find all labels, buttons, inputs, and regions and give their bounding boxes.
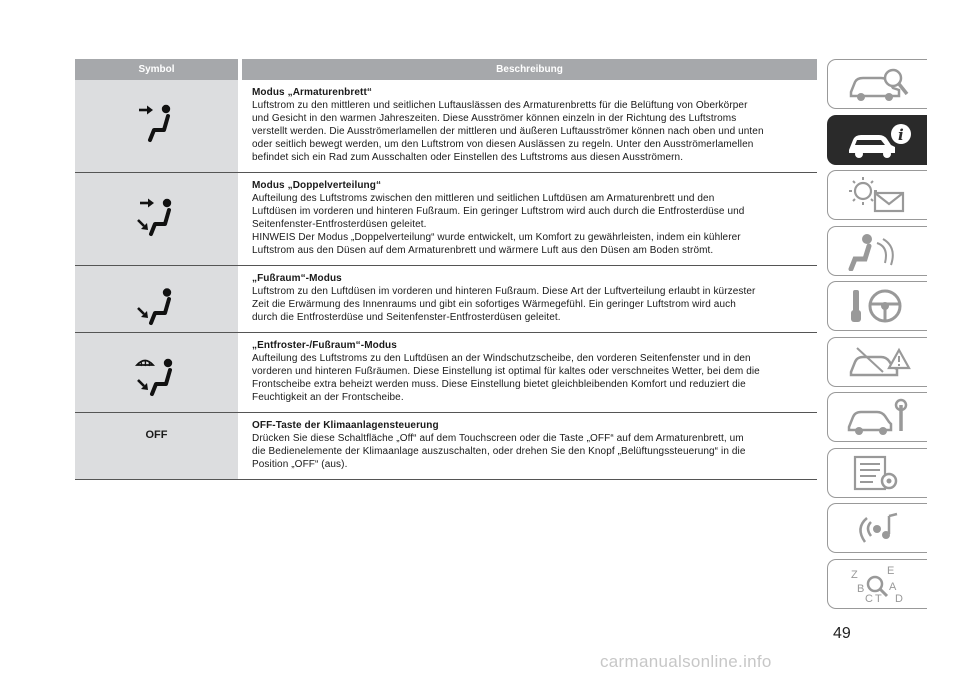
table-header — [75, 59, 817, 80]
description-line: die Bedienelemente der Klimaanlage auszuschalten, oder drehen Sie den Knopf „Belüftungssteuerung“ in die — [252, 446, 746, 457]
mode-title: „Entfroster-/Fußraum“-Modus — [252, 340, 397, 351]
watermark: carmanualsonline.info — [600, 652, 772, 671]
description-cell — [242, 173, 817, 265]
climate-mode-table — [75, 59, 817, 480]
svg-text:D: D — [894, 592, 903, 604]
description-line: und Gesicht in den warmen Jahreszeiten. Diese Ausströmer können einzeln in der Richtung des Luftstroms — [252, 113, 737, 124]
symbol-cell — [75, 80, 238, 172]
tab-starting-operating[interactable] — [827, 281, 927, 331]
car-info-icon — [843, 120, 913, 160]
description-cell — [242, 80, 817, 172]
svg-text:C: C — [864, 592, 873, 604]
table-row — [75, 333, 817, 413]
page-number: 49 — [833, 625, 851, 642]
svg-text:E: E — [886, 564, 894, 577]
header-symbol: Symbol — [138, 64, 175, 75]
tab-multimedia[interactable] — [827, 503, 927, 553]
vent-defrost-floor-mode-icon — [135, 355, 179, 399]
svg-text:T: T — [874, 592, 882, 604]
description-line: Luftstrom zu den mittleren und seitlichen Luftauslässen des Armaturenbretts für die Belüftung von Oberkörper — [252, 100, 748, 111]
vent-panel-mode-icon — [137, 102, 177, 144]
description-cell — [242, 413, 817, 479]
symbol-cell — [75, 266, 238, 332]
alphabet-index-icon — [843, 564, 913, 604]
tab-car-search[interactable] — [827, 59, 927, 109]
header-description: Beschreibung — [496, 64, 563, 75]
mode-title: Modus „Doppelverteilung“ — [252, 180, 382, 191]
description-line: Luftstrom zu den Luftdüsen im vorderen und hinteren Fußraum. Diese Art der Luftverteilung erlaubt in kürzester — [252, 286, 756, 297]
description-line: verstellt werden. Die Ausströmerlamellen der mittleren und äußeren Luftausströmer können nach oben und unten — [252, 126, 764, 137]
description-line: Luftstrom aus den Düsen auf dem Armaturenbrett und wärmere Luft aus den Düsen am Boden strömt. — [252, 245, 714, 256]
svg-text:A: A — [888, 580, 896, 593]
off-symbol: OFF — [145, 429, 168, 441]
svg-text:i: i — [897, 125, 904, 144]
tab-servicing[interactable] — [827, 392, 927, 442]
airbag-seat-icon — [843, 231, 913, 271]
symbol-cell — [75, 173, 238, 265]
description-line: vorderen und hinteren Fußräumen. Diese Einstellung ist optimal für kaltes oder verschneites Wetter, bei dem die — [252, 366, 760, 377]
description-line: Feuchtigkeit an der Frontscheibe. — [252, 392, 404, 403]
tab-warning-lights[interactable] — [827, 170, 927, 220]
car-hazard-icon — [843, 342, 913, 382]
tab-technical-specifications[interactable] — [827, 448, 927, 498]
description-line: HINWEIS Der Modus „Doppelverteilung“ wurde entwickelt, um Komfort zu gewährleisten, indem ein kühlerer — [252, 232, 741, 243]
description-line: Aufteilung des Luftstroms zu den Luftdüsen an der Windschutzscheibe, den vorderen Seitenfenster und in den — [252, 353, 751, 364]
description-line: Position „OFF“ (aus). — [252, 459, 348, 470]
symbol-cell — [75, 413, 238, 479]
car-wrench-icon — [843, 397, 913, 437]
table-row — [75, 413, 817, 480]
description-cell — [242, 333, 817, 412]
vent-floor-mode-icon — [136, 288, 178, 326]
car-search-icon — [843, 64, 913, 104]
description-line: Frontscheibe extra beheizt werden muss. Diese Einstellung bietet gleichbleibenden Komfort und reduziert die — [252, 379, 746, 390]
description-line: oder seitlich bewegt werden, um den Luftstrom von diesen Auslässen zu regeln. Unter den Ausströmerlamellen — [252, 139, 754, 150]
description-line: Luftdüsen im vorderen und hinteren Fußraum. Ein geringer Luftstrom wird auch durch die Entfrosterdüse und — [252, 206, 745, 217]
description-line: Zeit die Erwärmung des Innenraums und gibt ein sofortiges Wärmegefühl. Ein geringer Luftstrom wird auch — [252, 299, 736, 310]
description-cell — [242, 266, 817, 332]
tab-car-info[interactable] — [827, 115, 927, 165]
warning-light-message-icon — [843, 175, 913, 215]
chapter-tabs — [827, 59, 927, 614]
vent-bilevel-mode-icon — [136, 195, 178, 239]
symbol-cell — [75, 333, 238, 412]
mode-title: Modus „Armaturenbrett“ — [252, 87, 372, 98]
tab-index[interactable] — [827, 559, 927, 609]
table-row — [75, 173, 817, 266]
radio-music-icon — [843, 508, 913, 548]
table-row — [75, 80, 817, 173]
checklist-gear-icon — [843, 453, 913, 493]
svg-text:Z: Z — [850, 568, 858, 581]
table-row — [75, 266, 817, 333]
key-steering-wheel-icon — [843, 286, 913, 326]
description-line: Aufteilung des Luftstroms zwischen den mittleren und seitlichen Luftdüsen am Armaturenbrett und den — [252, 193, 715, 204]
tab-emergency[interactable] — [827, 337, 927, 387]
tab-safety[interactable] — [827, 226, 927, 276]
description-line: durch die Entfrosterdüse und Seitenfenster-Entfrosterdüsen geleitet. — [252, 312, 561, 323]
svg-text:B: B — [856, 582, 864, 595]
mode-title: „Fußraum“-Modus — [252, 273, 342, 284]
description-line: Seitenfenster-Entfrosterdüsen geleitet. — [252, 219, 427, 230]
mode-title: OFF-Taste der Klimaanlagensteuerung — [252, 420, 439, 431]
description-line: Drücken Sie diese Schaltfläche „Off“ auf dem Touchscreen oder die Taste „OFF“ auf dem Armaturenbrett, um — [252, 433, 744, 444]
description-line: befindet sich ein Rad zum Ausschalten oder Einstellen des Luftstroms aus diesen Ausströmern. — [252, 152, 684, 163]
